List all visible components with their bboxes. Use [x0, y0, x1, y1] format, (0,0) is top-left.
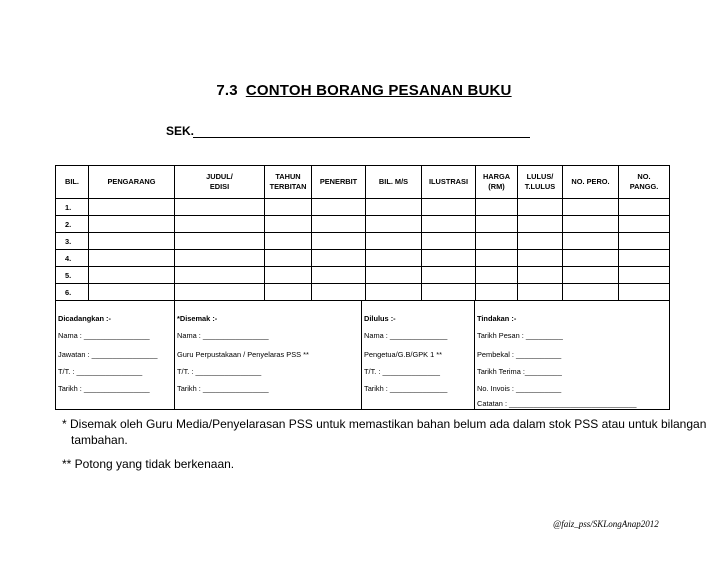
column-header	[56, 166, 89, 199]
table-cell[interactable]	[476, 250, 518, 267]
table-cell[interactable]	[366, 284, 422, 301]
column-header	[476, 166, 518, 199]
footnotes	[62, 416, 706, 472]
table-cell[interactable]	[175, 233, 265, 250]
form-title: CONTOH BORANG PESANAN BUKU	[245, 82, 512, 99]
row-number: 6.	[56, 284, 89, 301]
approval-section	[55, 300, 670, 410]
column-header	[265, 166, 312, 199]
table-cell[interactable]	[422, 250, 476, 267]
column-header-line: BIL.	[65, 177, 79, 186]
dicadangkan-tarikh[interactable]: Tarikh : ________________	[58, 384, 150, 393]
table-cell[interactable]	[175, 199, 265, 216]
tindakan-cell	[475, 301, 670, 410]
column-header-line: LULUS/	[526, 172, 554, 181]
table-row	[56, 284, 670, 301]
table-cell[interactable]	[518, 216, 563, 233]
column-header	[366, 166, 422, 199]
table-cell[interactable]	[89, 284, 175, 301]
table-cell[interactable]	[422, 267, 476, 284]
column-header-line: EDISI	[209, 182, 230, 191]
tindakan-tarikh-terima[interactable]: Tarikh Terima :_________	[477, 367, 562, 376]
table-cell[interactable]	[175, 250, 265, 267]
table-cell[interactable]	[265, 267, 312, 284]
column-header-line: T.LULUS	[524, 182, 556, 191]
table-cell[interactable]	[175, 284, 265, 301]
table-cell[interactable]	[563, 267, 619, 284]
column-header-line: BIL. M/S	[378, 177, 409, 186]
footnote-1: * Disemak oleh Guru Media/Penyelarasan PSS untuk memastikan bahan belum ada dalam stok PSS atau untuk bilangan	[62, 417, 707, 431]
table-cell[interactable]	[312, 267, 366, 284]
column-header-line: NO.	[637, 172, 651, 181]
dilulus-tt[interactable]: T/T. : ______________	[364, 367, 441, 376]
dilulus-cell	[362, 301, 475, 410]
table-cell[interactable]	[175, 216, 265, 233]
table-cell[interactable]	[422, 284, 476, 301]
column-header	[518, 166, 563, 199]
tindakan-no-invois[interactable]: No. Invois : ___________	[477, 384, 562, 393]
column-header-line: TERBITAN	[269, 182, 307, 191]
table-cell[interactable]	[518, 284, 563, 301]
table-cell[interactable]	[563, 250, 619, 267]
table-cell[interactable]	[619, 284, 670, 301]
column-header	[422, 166, 476, 199]
school-label: SEK.	[166, 124, 195, 138]
table-cell[interactable]	[312, 199, 366, 216]
column-header	[312, 166, 366, 199]
table-cell[interactable]	[476, 233, 518, 250]
column-header	[175, 166, 265, 199]
column-header-line: PENERBIT	[319, 177, 358, 186]
column-header-line: (RM)	[488, 182, 505, 191]
table-cell[interactable]	[422, 233, 476, 250]
section-number: 7.3	[216, 82, 238, 99]
table-cell[interactable]	[518, 250, 563, 267]
table-cell[interactable]	[366, 216, 422, 233]
table-cell[interactable]	[312, 250, 366, 267]
footnote-2: ** Potong yang tidak berkenaan.	[62, 457, 235, 471]
table-cell[interactable]	[563, 233, 619, 250]
table-cell[interactable]	[422, 199, 476, 216]
credit-text: @faiz_pss/SKLongAnap2012	[553, 519, 659, 529]
table-cell[interactable]	[312, 284, 366, 301]
disemak-heading: *Disemak :-	[177, 314, 218, 323]
table-cell[interactable]	[175, 267, 265, 284]
column-header	[619, 166, 670, 199]
table-cell[interactable]	[89, 216, 175, 233]
table-row	[56, 199, 670, 216]
table-cell[interactable]	[265, 250, 312, 267]
table-row	[56, 267, 670, 284]
row-number: 5.	[56, 267, 89, 284]
dicadangkan-heading: Dicadangkan :-	[58, 314, 111, 323]
table-cell[interactable]	[619, 250, 670, 267]
dicadangkan-jawatan[interactable]: Jawatan : ________________	[58, 350, 158, 359]
column-header-line: PANGG.	[629, 182, 659, 191]
table-cell[interactable]	[312, 216, 366, 233]
table-cell[interactable]	[265, 199, 312, 216]
table-header-row	[56, 166, 670, 199]
table-cell[interactable]	[619, 233, 670, 250]
table-cell[interactable]	[265, 233, 312, 250]
column-header	[563, 166, 619, 199]
row-number: 2.	[56, 216, 89, 233]
table-cell[interactable]	[89, 199, 175, 216]
table-cell[interactable]	[619, 216, 670, 233]
table-cell[interactable]	[265, 216, 312, 233]
table-cell[interactable]	[619, 199, 670, 216]
table-cell[interactable]	[476, 267, 518, 284]
table-cell[interactable]	[476, 216, 518, 233]
row-number: 4.	[56, 250, 89, 267]
dicadangkan-cell	[56, 301, 175, 410]
table-cell[interactable]	[422, 216, 476, 233]
table-row	[56, 216, 670, 233]
dicadangkan-nama[interactable]: Nama : ________________	[58, 331, 150, 340]
row-number: 1.	[56, 199, 89, 216]
table-cell[interactable]	[518, 233, 563, 250]
table-cell[interactable]	[366, 267, 422, 284]
order-table	[55, 165, 670, 301]
table-cell[interactable]	[89, 250, 175, 267]
tindakan-tarikh-pesan[interactable]: Tarikh Pesan : _________	[477, 331, 563, 340]
table-cell[interactable]	[518, 199, 563, 216]
column-header	[89, 166, 175, 199]
dicadangkan-tt[interactable]: T/T. : ________________	[58, 367, 143, 376]
column-header-line: HARGA	[482, 172, 511, 181]
disemak-tt[interactable]: T/T. : ________________	[177, 367, 262, 376]
column-header-line: JUDUL/	[206, 172, 233, 181]
column-header-line: NO. PERO.	[571, 177, 610, 186]
tindakan-heading: Tindakan :-	[477, 314, 517, 323]
disemak-nama[interactable]: Nama : ________________	[177, 331, 269, 340]
table-cell[interactable]	[476, 199, 518, 216]
row-number: 3.	[56, 233, 89, 250]
disemak-tarikh[interactable]: Tarikh : ________________	[177, 384, 269, 393]
table-cell[interactable]	[563, 216, 619, 233]
table-cell[interactable]	[563, 284, 619, 301]
table-cell[interactable]	[476, 284, 518, 301]
tindakan-pembekal[interactable]: Pembekal : ___________	[477, 350, 562, 359]
table-cell[interactable]	[563, 199, 619, 216]
table-cell[interactable]	[312, 233, 366, 250]
table-cell[interactable]	[366, 233, 422, 250]
table-cell[interactable]	[366, 199, 422, 216]
column-header-line: PENGARANG	[107, 177, 156, 186]
dilulus-heading: Dilulus :-	[364, 314, 396, 323]
column-header-line: TAHUN	[275, 172, 301, 181]
dilulus-jawatan: Pengetua/G.B/GPK 1 **	[364, 350, 443, 359]
table-row	[56, 250, 670, 267]
column-header-line: ILUSTRASI	[428, 177, 468, 186]
table-cell[interactable]	[89, 233, 175, 250]
disemak-jawatan: Guru Perpustakaan / Penyelaras PSS **	[177, 350, 309, 359]
tindakan-catatan[interactable]: Catatan : _______________________________	[477, 399, 637, 408]
school-name-line[interactable]	[193, 137, 530, 138]
table-cell[interactable]	[89, 267, 175, 284]
footnote-1-cont: tambahan.	[71, 433, 128, 447]
table-row	[56, 233, 670, 250]
page-title	[0, 82, 728, 99]
table-cell[interactable]	[518, 267, 563, 284]
disemak-cell	[175, 301, 362, 410]
table-cell[interactable]	[619, 267, 670, 284]
dilulus-tarikh[interactable]: Tarikh : ______________	[364, 384, 448, 393]
table-cell[interactable]	[265, 284, 312, 301]
dilulus-nama[interactable]: Nama : ______________	[364, 331, 448, 340]
table-cell[interactable]	[366, 250, 422, 267]
